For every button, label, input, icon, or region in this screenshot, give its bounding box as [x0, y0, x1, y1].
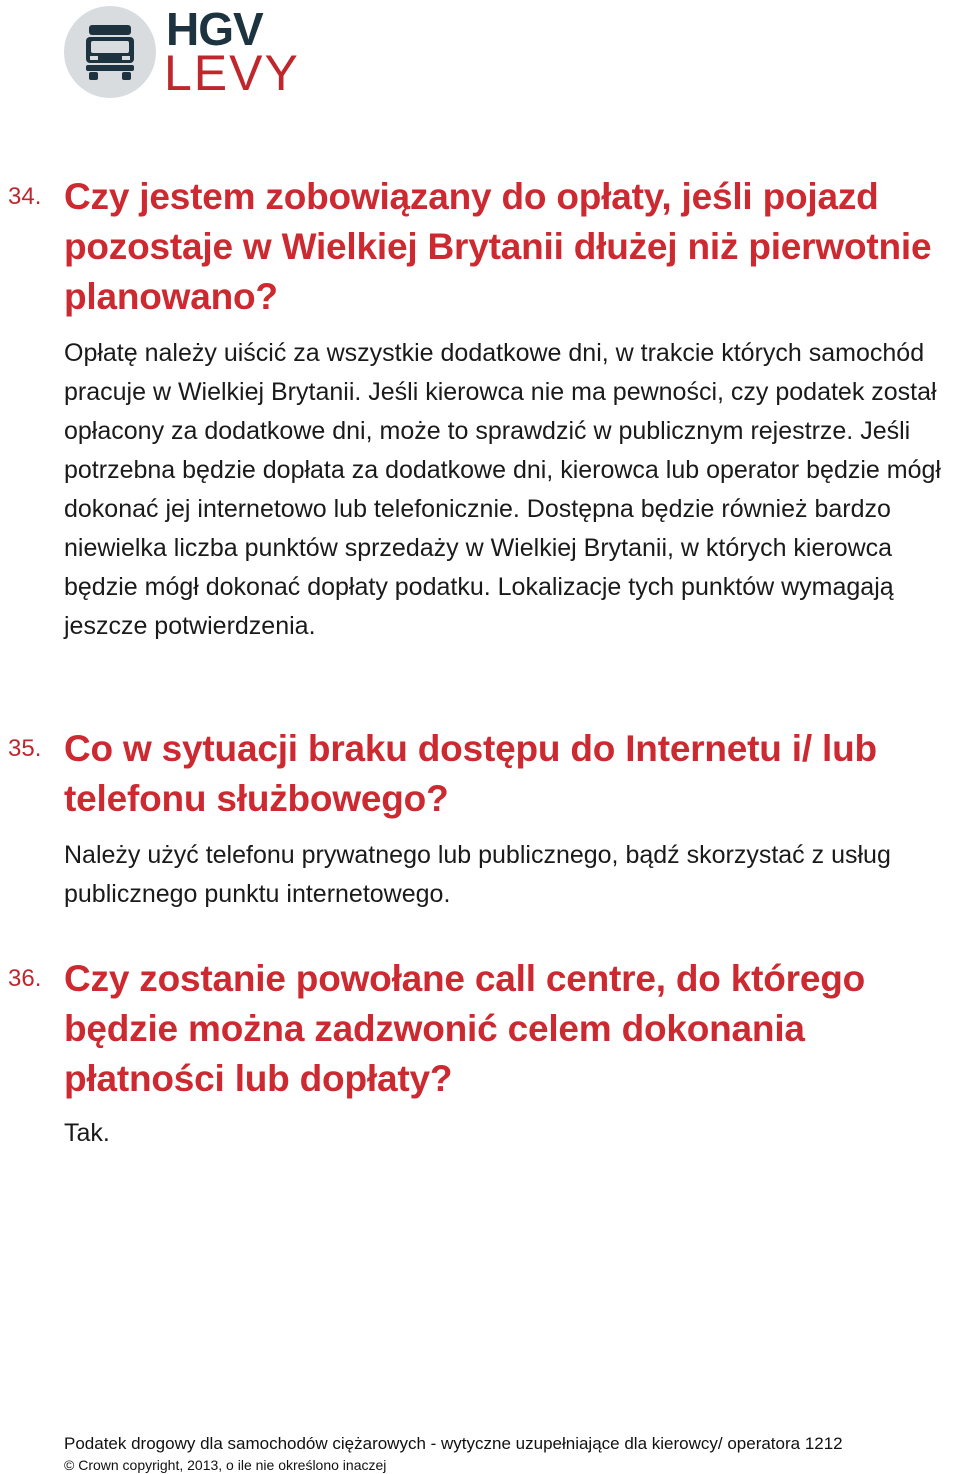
- footer-copyright: © Crown copyright, 2013, o ile nie określono inaczej: [64, 1457, 387, 1473]
- footer-title: Podatek drogowy dla samochodów ciężarowych - wytyczne uzupełniające dla kierowcy/ operatora 1212: [64, 1434, 843, 1453]
- question-answer: Należy użyć telefonu prywatnego lub publicznego, bądź skorzystać z usług publicznego punktu internetowego.: [64, 841, 891, 908]
- question-title: Czy jestem zobowiązany do opłaty, jeśli pojazd pozostaje w Wielkiej Brytanii dłużej niż pierwotnie planowano?: [64, 176, 932, 317]
- logo-text-levy: LEVY: [164, 45, 300, 101]
- question-title: Czy zostanie powołane call centre, do którego będzie można zadzwonić celem dokonania płatności lub dopłaty?: [64, 958, 866, 1099]
- hgv-levy-logo: [64, 3, 300, 101]
- question-title: Co w sytuacji braku dostępu do Internetu i/ lub telefonu służbowego?: [64, 728, 877, 819]
- question-number: 34.: [8, 183, 42, 210]
- logo-text-hgv: HGV: [166, 3, 263, 55]
- truck-icon: [85, 25, 135, 81]
- question-answer: Opłatę należy uiścić za wszystkie dodatkowe dni, w trakcie których samochód pracuje w Wielkiej Brytanii. Jeśli kierowca nie ma pewności, czy podatek został opłacony za dodatkowe dni, może to sprawdzić w publicznym rejestrze. Jeśli potrzebna będzie dopłata za dodatkowe dni, kierowca lub operator będzie mógł dokonać jej internetowo lub telefonicznie. Dostępna będzie również bardzo niewielka liczba punktów sprzedaży w Wielkiej Brytanii, w których kierowca będzie mógł dokonać dopłaty podatku. Lokalizacje tych punktów wymagają jeszcze potwierdzenia.: [64, 339, 941, 640]
- question-answer: Tak.: [64, 1119, 110, 1147]
- question-number: 36.: [8, 965, 42, 992]
- logo-circle: [64, 6, 156, 98]
- question-number: 35.: [8, 735, 42, 762]
